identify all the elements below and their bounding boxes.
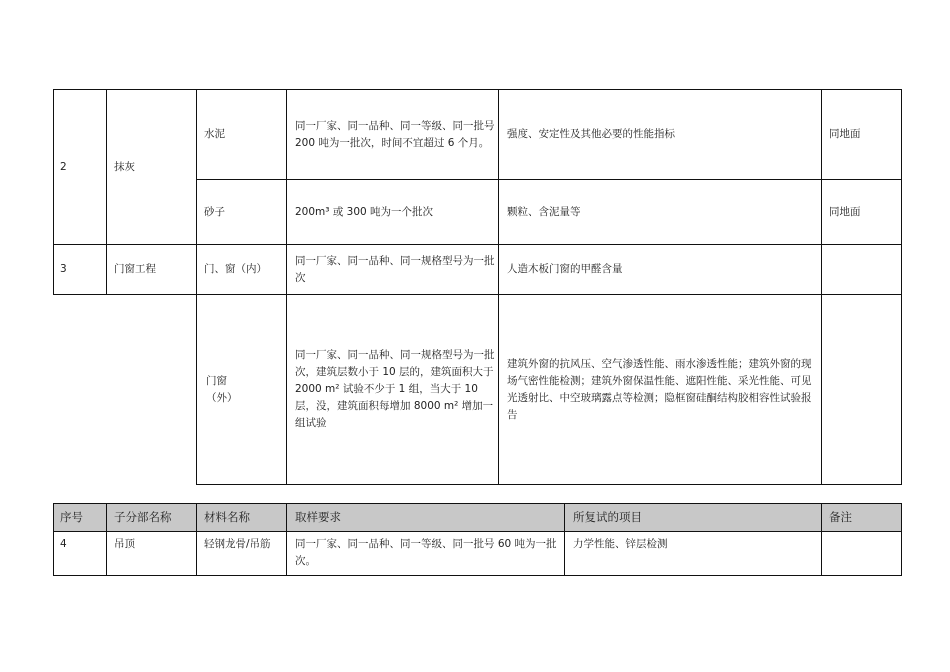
col-divider <box>564 503 565 576</box>
col-divider <box>821 503 822 576</box>
sampling-requirement: 同一厂家、同一品种、同一规格型号为一批次，建筑层数小于 10 层的，建筑面积大于 2000 m² 试验不少于 1 组，当大于 10 层，没，建筑面积每增加 8000 m² 增加一组试验 <box>295 349 495 429</box>
subsection-name: 吊顶 <box>114 538 135 550</box>
material-name: 轻钢龙骨/吊筋 <box>204 538 271 550</box>
sampling-requirement: 同一厂家、同一品种、同一等级、同一批号 200 吨为一批次，时间不宜超过 6 个月。 <box>295 119 495 149</box>
sampling-requirement: 200m³ 或 300 吨为一个批次 <box>295 205 434 218</box>
col-divider <box>106 89 107 295</box>
test-items: 强度、安定性及其他必要的性能指标 <box>507 128 675 140</box>
material-name: 砂子 <box>204 205 225 218</box>
material-name: 门、窗（内） <box>204 263 267 275</box>
material-name: 门窗 （外） <box>206 374 238 404</box>
test-items: 力学性能、锌层检测 <box>573 538 668 550</box>
header-cell-subsection: 子分部名称 <box>114 510 172 524</box>
header-cell-tests: 所复试的项目 <box>573 510 642 524</box>
material-name: 水泥 <box>204 128 225 140</box>
remark <box>829 245 899 294</box>
subsection-name: 门窗工程 <box>114 263 156 275</box>
header-cell-material: 材料名称 <box>204 510 250 524</box>
test-items: 颗粒、含泥量等 <box>507 205 581 218</box>
header-cell-remark: 备注 <box>829 510 852 524</box>
row-divider <box>53 531 902 532</box>
col-divider <box>286 89 287 485</box>
test-items: 人造木板门窗的甲醛含量 <box>507 263 623 275</box>
col-divider <box>196 503 197 576</box>
col-divider <box>106 503 107 576</box>
col-divider <box>901 89 902 485</box>
table-2-bottom-border <box>53 575 902 576</box>
col-divider <box>286 503 287 576</box>
row-number: 4 <box>60 538 67 550</box>
subsection-name: 抹灰 <box>114 160 135 173</box>
remark: 同地面 <box>829 128 861 140</box>
sampling-requirement: 同一厂家、同一品种、同一规格型号为一批次 <box>295 254 495 284</box>
row-number: 2 <box>60 160 67 173</box>
col-divider <box>53 89 54 295</box>
table-1-bottom-border <box>196 484 902 485</box>
header-cell-number: 序号 <box>60 510 83 524</box>
col-divider <box>53 503 54 576</box>
row-number: 3 <box>60 263 67 275</box>
remark: 同地面 <box>829 205 861 218</box>
col-divider <box>498 89 499 485</box>
test-items: 建筑外窗的抗风压、空气渗透性能、雨水渗透性能；建筑外窗的现场气密性能检测；建筑外窗保温性能、遮阳性能、采光性能、可见光透射比、中空玻璃露点等检测；隐框窗硅酮结构胶相容性试验报告 <box>507 357 812 421</box>
col-divider <box>901 503 902 576</box>
remark <box>829 295 899 484</box>
col-divider <box>821 89 822 485</box>
header-cell-sampling: 取样要求 <box>295 510 341 524</box>
col-divider <box>196 89 197 485</box>
sampling-requirement: 同一厂家、同一品种、同一等级、同一批号 60 吨为一批次。 <box>295 538 557 567</box>
